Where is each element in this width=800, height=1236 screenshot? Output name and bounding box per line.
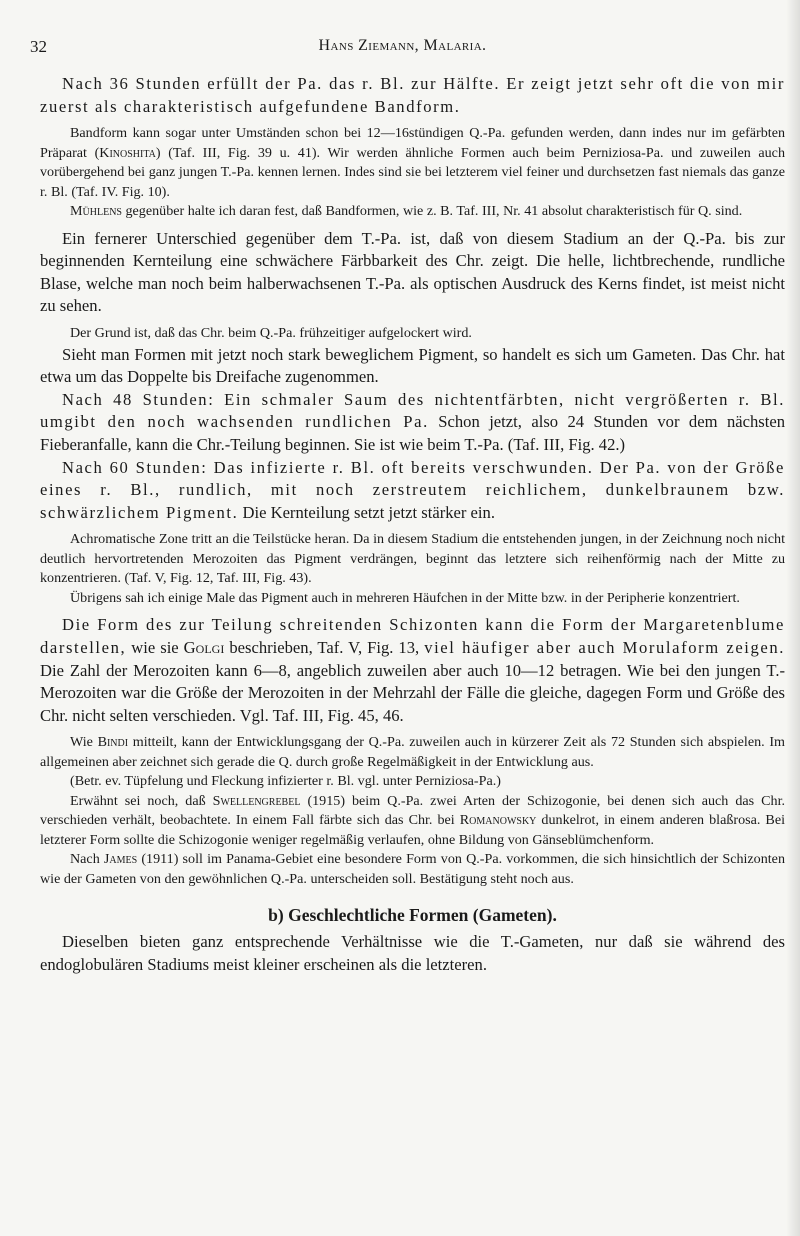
paragraph-bandform-note bbox=[40, 124, 785, 202]
emphasized-text: Nach 48 Stunden: Ein schmaler Saum des nichtentfärbten, nicht vergrößerten r. Bl. umgibt den noch wachsenden rundlichen Pa. bbox=[40, 389, 785, 432]
page-header bbox=[30, 37, 775, 63]
text-run: beschrieben, Taf. V, Fig. 13, bbox=[224, 637, 425, 657]
paragraph-swellengrebel bbox=[40, 792, 785, 851]
text-run: Sieht man Formen mit jetzt noch stark beweglichem Pigment, so handelt es sich um Gameten. Das Chr. hat etwa um das Doppelte bis Dreifache zugenommen. bbox=[40, 344, 785, 387]
emphasized-text: Nach 36 Stunden erfüllt der Pa. das r. Bl. zur Hälfte. Er zeigt jetzt sehr oft die von mir zuerst als charakteristisch aufgefundene Bandform. bbox=[40, 74, 785, 116]
author-name: James bbox=[103, 851, 138, 868]
text-run: Schon jetzt, also 24 Stunden vor dem nächsten Fieberanfalle, kann die Chr.-Teilung beginnen. Sie ist wie beim T.-Pa. (Taf. III, Fig. 42.) bbox=[40, 412, 785, 454]
section-heading: b) Geschlechtliche Formen (Gameten). bbox=[268, 905, 557, 926]
author-name: Mühlens bbox=[70, 203, 122, 220]
paragraph-muehlens bbox=[40, 202, 785, 222]
text-run: (1915) beim Q.-Pa. zwei Arten der Schizogonie, bei denen sich auch das Chr. verschieden verhält, beobachtete. In einem Fall färbte sich das Chr. bei bbox=[40, 792, 786, 829]
text-run: (1911) soll im Panama-Gebiet eine besondere Form von Q.-Pa. vorkommen, die sich hinsichtlich der Schizonten wie der Gameten von den gewöhnlichen Q.-Pa. unterscheiden soll. Bestätigung steht noch aus. bbox=[40, 851, 785, 887]
paragraph-gametes-pigment bbox=[40, 344, 785, 389]
author-name: Bindi bbox=[97, 734, 129, 751]
paragraph-reason bbox=[40, 324, 785, 344]
page-body bbox=[40, 73, 785, 976]
paragraph-36-hours bbox=[40, 73, 785, 118]
paragraph-gametes bbox=[40, 931, 785, 976]
text-run: (Betr. ev. Tüpfelung und Fleckung infizierter r. Bl. vgl. unter Perniziosa-Pa.) bbox=[70, 773, 501, 790]
text-run: dunkelrot, in einem anderen blaßrosa. Bei letzterer Form sollte die Schizogonie weniger regelmäßig verlaufen, ohne Bildung von Gänseblümchenform. bbox=[40, 812, 785, 848]
paragraph-james bbox=[40, 850, 785, 889]
text-run: Die Zahl der Merozoiten kann 6—8, angeblich zuweilen aber auch 10—12 betragen. Wie bei den jungen T.-Merozoiten war die Größe der Merozoiten in der Mehrzahl der Fälle die gleiche, dagegen Form und Größe des Chr. nicht selten verschieden. Vgl. Taf. III, Fig. 45, 46. bbox=[40, 660, 785, 725]
author-name: Swellengrebel bbox=[212, 792, 301, 809]
text-run: ) (Taf. III, Fig. 39 u. 41). Wir werden ähnliche Formen auch beim Perniziosa-Pa. und zuweilen auch vorübergehend bei ganz jungen T.-Pa. kennen lernen. Indes sind sie bei letzterem viel feiner und durchsetzen fast niemals das ganze r. Bl. (Taf. IV. Fig. 10). bbox=[40, 144, 785, 200]
page-number: 32 bbox=[30, 37, 47, 56]
paragraph-schizont-form bbox=[40, 614, 785, 727]
emphasized-text: Nach 60 Stunden: Das infizierte r. Bl. oft bereits verschwunden. Der Pa. von der Größe eines r. Bl., rundlich, mit noch zerstreutem reichlichem, dunkelbraunem bzw. schwärzlichem Pigment. bbox=[40, 457, 785, 522]
text-run: Nach bbox=[70, 851, 104, 868]
page-edge-shadow bbox=[786, 0, 800, 1236]
emphasized-text: Die Form des zur Teilung schreitenden Schizonten kann die Form der Margaretenblume darstellen, bbox=[40, 615, 785, 657]
paragraph-pigment-clusters bbox=[40, 589, 785, 609]
text-run: mitteilt, kann der Entwicklungsgang der Q.-Pa. zuweilen auch in kürzerer Zeit als 72 Stunden sich abspielen. Im allgemeinen aber zeichnet sich gerade die Q. durch große Regelmäßigkeit in der Entwicklung aus. bbox=[40, 734, 785, 770]
text-run: Bandform kann sogar unter Umständen schon bei 12—16stündigen Q.-Pa. gefunden werden, dann indes nur im gefärbten Präparat ( bbox=[40, 125, 785, 161]
author-name: Romanowsky bbox=[459, 812, 537, 829]
paragraph-48-hours bbox=[40, 389, 785, 457]
text-run: gegenüber halte ich daran fest, daß Bandformen, wie z. B. Taf. III, Nr. 41 absolut charakteristisch für Q. sind. bbox=[121, 203, 743, 220]
text-run: Erwähnt sei noch, daß bbox=[70, 792, 213, 809]
paragraph-bindi bbox=[40, 733, 785, 772]
paragraph-achromatic-zone bbox=[40, 530, 785, 589]
author-name: Golgi bbox=[183, 637, 225, 657]
text-run: wie sie bbox=[126, 637, 184, 657]
paragraph-60-hours bbox=[40, 457, 785, 525]
text-run: Die Kernteilung setzt jetzt stärker ein. bbox=[238, 502, 495, 522]
text-run: Wie bbox=[70, 734, 98, 751]
text-run: Der Grund ist, daß das Chr. beim Q.-Pa. frühzeitiger aufgelockert wird. bbox=[70, 325, 472, 342]
running-head: Hans Ziemann, Malaria. bbox=[318, 37, 487, 54]
author-name: Kinoshita bbox=[99, 144, 156, 161]
emphasized-text: viel häufiger aber auch Morulaform zeigen. bbox=[424, 637, 785, 657]
text-run: Ein fernerer Unterschied gegenüber dem T.-Pa. ist, daß von diesem Stadium an der Q.-Pa. bis zur beginnenden Kernteilung eine schwächere Färbbarkeit des Chr. zeigt. Die helle, lichtbrechende, rundliche Blase, welche man noch beim halberwachsenen T.-Pa. als optischen Ausdruck des Kerns findet, ist meist nicht zu sehen. bbox=[40, 228, 785, 316]
paragraph-tuepfelung bbox=[40, 772, 785, 792]
text-run: Achromatische Zone tritt an die Teilstücke heran. Da in diesem Stadium die entstehenden jungen, in der Zeichnung noch nicht deutlich hervortretenden Merozoiten das Pigment verdrängen, beginnt das letztere sich reihenförmig nach der Mitte zu konzentrieren. (Taf. V, Fig. 12, Taf. III, Fig. 43). bbox=[40, 531, 785, 587]
text-run: Dieselben bieten ganz entsprechende Verhältnisse wie die T.-Gameten, nur daß sie während des endoglobulären Stadiums meist kleiner erscheinen als die letzteren. bbox=[40, 932, 785, 974]
text-run: Übrigens sah ich einige Male das Pigment auch in mehreren Häufchen in der Mitte bzw. in der Peripherie konzentriert. bbox=[70, 589, 740, 606]
paragraph-difference bbox=[40, 228, 785, 318]
